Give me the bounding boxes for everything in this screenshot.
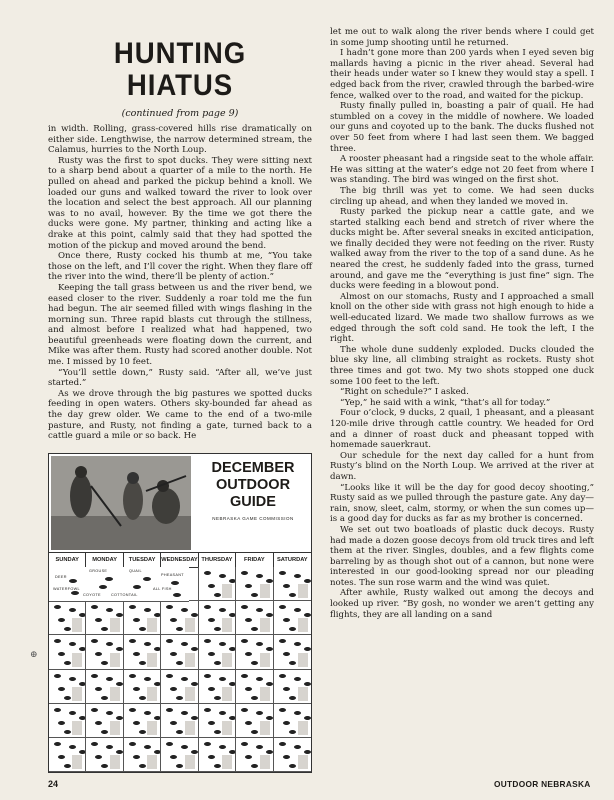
calendar-day — [199, 567, 236, 601]
legend-label: COTTONTAIL — [111, 593, 138, 597]
calendar-day — [199, 738, 236, 772]
legend-label: ALL FISH — [153, 587, 172, 591]
calendar-day — [199, 635, 236, 669]
quail-icon — [143, 577, 151, 581]
calendar-day — [124, 601, 161, 635]
calendar-day — [161, 635, 198, 669]
calendar-day — [274, 601, 311, 635]
outdoor-guide-calendar — [48, 453, 312, 773]
left-column — [48, 38, 312, 442]
legend-label: DEER — [55, 575, 67, 579]
paragraph: We set out two boatloads of plastic duck decoys. Rusty had made a dozen goose decoys from old truck tires and left them at the river. Singles, doubles, and a few flights come barreling by as though shot out of a cannon, but none were interested in our good-looking spread nor our pleading notes. The sun rose warm and the wind was quiet. — [330, 524, 594, 588]
hunters-photo — [51, 456, 191, 550]
legend-label: QUAIL — [129, 569, 142, 573]
calendar-day — [86, 738, 123, 772]
deer-icon — [69, 579, 77, 583]
pheasant-icon — [171, 581, 179, 585]
calendar-day — [49, 704, 86, 738]
calendar-day — [86, 704, 123, 738]
calendar-day — [49, 635, 86, 669]
calendar-day — [236, 670, 273, 704]
paragraph: let me out to walk along the river bends where I could get in some jump shooting until he returned. — [330, 27, 594, 48]
paragraph: “Right on schedule?” I asked. — [340, 387, 469, 398]
article-title: HUNTING HIATUS — [113, 37, 247, 102]
waterfowl-icon — [71, 591, 79, 595]
calendar-day — [161, 601, 198, 635]
paragraph: Rusty parked the pickup near a cattle gate, and we started stalking each bend and stretch of river where the ducks might be. After several sneaks in excited anticipation, we finally decided they were not feeding on the river. Rusty walked away from the river to the top of a sand dune. As he neared the crest, he suddenly faded into the grass, turned around, and gave me the “everything is just fine” sign. The ducks were feeding in a blowout pond. — [330, 207, 594, 292]
calendar-day — [49, 601, 86, 635]
paragraph: A rooster pheasant had a ringside seat to the whole affair. He was sitting at the water’s edge not 20 feet from where I was standing. The bird was winged on the first shot. — [330, 154, 594, 186]
continued-note: (continued from page 9) — [121, 108, 239, 119]
grouse-icon — [105, 577, 113, 581]
fish-icon — [173, 593, 181, 597]
registration-mark: ⊕ — [30, 650, 38, 660]
calendar-day — [161, 738, 198, 772]
coyote-icon — [99, 585, 107, 589]
weekday-label: WEDNESDAY — [161, 553, 198, 567]
guide-title: DECEMBER OUTDOOR GUIDE — [211, 460, 295, 510]
paragraph: The whole dune suddenly exploded. Ducks clouded the blue sky line, all climbing straight as rockets. Rusty shot three times and got two. My two shots stopped one duck some 100 feet to the left. — [330, 344, 594, 387]
calendar-day — [274, 635, 311, 669]
calendar-day — [161, 670, 198, 704]
calendar-day — [274, 704, 311, 738]
calendar-day — [124, 635, 161, 669]
paragraph: Keeping the tall grass between us and the river bend, we eased closer to the river. Suddenly a roar told me the fun had begun. The air seemed filled with wings flashing in the morning sun. Three rapid blasts cut through the stillness, and almost before I realized what had happened, two beautiful greenheads were floating down the current, and Mike was after them. Rusty had scored another double. Not me. I missed by 10 feet. — [48, 282, 312, 368]
calendar-day — [199, 601, 236, 635]
paragraph: Four o’clock, 9 ducks, 2 quail, 1 pheasant, and a pleasant 120-mile drive through cattle country. We headed for Ord and a dinner of roast duck and pheasant topped with homemade sauerkraut. — [330, 408, 594, 451]
guide-credit: NEBRASKA GAME COMMISSION — [212, 516, 294, 521]
calendar-day — [86, 635, 123, 669]
calendar-day — [236, 601, 273, 635]
weekday-label: FRIDAY — [236, 553, 273, 567]
paragraph: Almost on our stomachs, Rusty and I approached a small knoll on the other side with grass not high enough to hide a well-educated lizard. We made two shallow furrows as we edged through the soft cold sand. He took the left, I the right. — [330, 291, 594, 345]
paragraph: Once there, Rusty cocked his thumb at me, “You take those on the left, and I’ll cover the right. When they flare off the river into the wind, there’ll be plenty of action.” — [48, 251, 312, 283]
paragraph: I hadn’t gone more than 200 yards when I eyed seven big mallards having a picnic in the river ahead. Several had their heads under water so I knew they would stay a spell. I edged back from the river, crawled through the barbed-wire fence, walked over to the road, and waited for the pickup. — [330, 48, 594, 101]
calendar-day — [274, 567, 311, 601]
left-body — [48, 124, 312, 442]
calendar-day — [199, 670, 236, 704]
calendar-day — [236, 567, 273, 601]
paragraph: “Looks like it will be the day for good decoy shooting,” Rusty said as we pulled through the pasture gate. Any day—rain, snow, sleet, calm, stormy, or when the sun comes up—is a good day for ducks as far as my brother is concerned. — [330, 482, 594, 525]
paragraph: The big thrill was yet to come. We had seen ducks circling up ahead, and when they landed we moved in. — [330, 185, 594, 207]
calendar-day — [199, 704, 236, 738]
cottontail-icon — [133, 585, 141, 589]
legend-label: WATERFOWL — [53, 587, 80, 591]
paragraph: “You’ll settle down,” Rusty said. “After all, we’ve just started.” — [48, 367, 312, 389]
paragraph: After awhile, Rusty walked out among the decoys and looked up river. “By gosh, no wonder we aren’t getting any flights, they are all landing on a sand — [330, 588, 594, 620]
calendar-day — [236, 704, 273, 738]
weekday-label: MONDAY — [86, 553, 123, 567]
weekday-label: TUESDAY — [124, 553, 161, 567]
paragraph: Our schedule for the next day called for a hunt from Rusty’s blind on the North Loup. We arrived at the river at dawn. — [330, 450, 594, 482]
species-legend — [49, 567, 189, 602]
paragraph: Rusty was the first to spot ducks. They were sitting next to a sharp bend about a quarter of a mile to the north. He pulled on ahead and parked the pickup behind a knoll. We loaded our guns and walked toward the river to look over the location and select the best approach. All our planning was to no avail, however. By the time we got there the ducks were gone. My partner, thinking and acting like a drake at this point, calmly said that they had spotted the motion of the pickup and moved around the bend. — [48, 155, 312, 251]
calendar-day — [124, 704, 161, 738]
legend-label: GROUSE — [89, 569, 108, 573]
paragraph: “Yep,” he said with a wink, “that’s all for today.” — [340, 397, 551, 408]
calendar-day — [274, 670, 311, 704]
calendar-day — [49, 670, 86, 704]
calendar-day — [161, 704, 198, 738]
page-number: 24 — [48, 779, 59, 789]
calendar-day — [236, 635, 273, 669]
calendar-day — [124, 738, 161, 772]
calendar-day — [274, 738, 311, 772]
calendar-day — [86, 670, 123, 704]
calendar-day — [49, 738, 86, 772]
right-column — [330, 27, 594, 620]
legend-label: PHEASANT — [161, 573, 184, 577]
legend-label: COYOTE — [83, 593, 101, 597]
paragraph: As we drove through the big pastures we spotted ducks feeding in open waters. Others sky-bounded far ahead as the day grew older. We came to the end of a two-mile pasture, and Rusty, not finding a gate, turned back to a cattle guard a mile or so back. He — [48, 388, 312, 442]
paragraph: in width. Rolling, grass-covered hills rise dramatically on either side. Lengthwise, the narrow determined stream, the Calamus, hurries to the North Loup. — [48, 124, 312, 156]
magazine-name: OUTDOOR NEBRASKA — [494, 779, 591, 789]
calendar-day — [86, 601, 123, 635]
right-body — [330, 27, 594, 620]
weekday-label: THURSDAY — [199, 553, 236, 567]
weekday-header — [49, 552, 311, 568]
calendar-day — [236, 738, 273, 772]
weekday-label: SATURDAY — [276, 557, 308, 563]
weekday-label: SUNDAY — [49, 553, 86, 567]
paragraph: Rusty finally pulled in, boasting a pair of quail. He had stumbled on a covey in the middle of nowhere. We loaded our guns and coyoted up to the bank. The ducks flushed not over 50 feet from where I had last seen them. We bagged three. — [330, 101, 594, 154]
calendar-day — [124, 670, 161, 704]
